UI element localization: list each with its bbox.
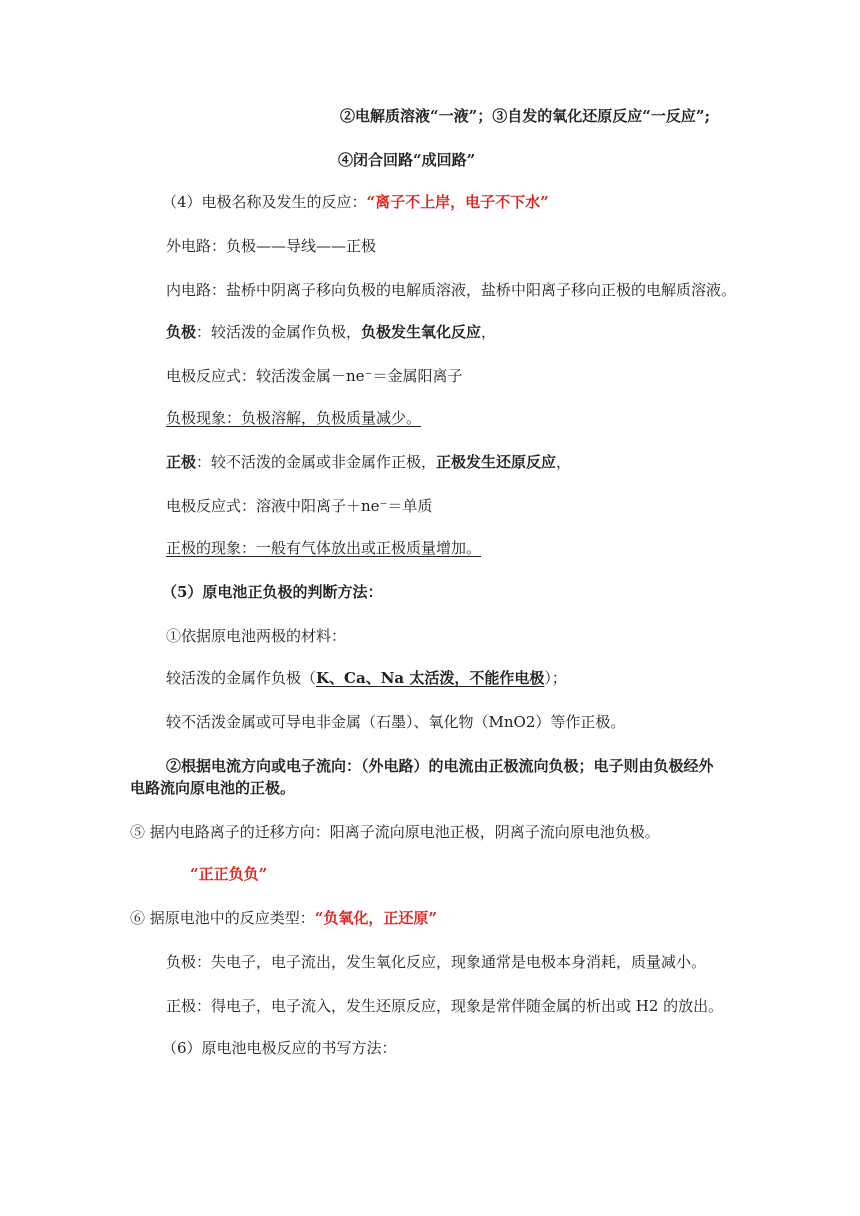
positive-end: ，	[556, 453, 572, 471]
text-line-8: 负极现象：负极溶解，负极质量减少。	[166, 409, 422, 427]
text-line-4: 外电路：负极——导线——正极	[166, 237, 377, 255]
text-line-7: 电极反应式：较活泼金属－ne⁻＝金属阳离子	[166, 367, 463, 385]
section-5-heading: （5）原电池正负极的判断方法：	[162, 583, 383, 601]
reaction-type-text: ⑥ 据原电池中的反应类型：	[130, 909, 315, 927]
text-line-10: 电极反应式：溶液中阳离子＋ne⁻＝单质	[166, 497, 433, 515]
negative-desc: ：较活泼的金属作负极，	[196, 323, 362, 341]
text-line-2: ④闭合回路“成回路”	[338, 151, 476, 169]
text-line-16a: ②根据电流方向或电子流向：（外电路）的电流由正极流向负极；电子则由负极经外	[166, 757, 714, 775]
negative-reaction: 负极发生氧化反应	[361, 323, 482, 341]
text-line-17: ⑤ 据内电路离子的迁移方向：阳离子流向原电池正极，阴离子流向原电池负极。	[130, 823, 660, 841]
positive-label: 正极	[166, 453, 197, 471]
text-line-5: 内电路：盐桥中阴离子移向负极的电解质溶液，盐桥中阳离子移向正极的电解质溶液。	[166, 281, 737, 299]
text-line-11: 正极的现象：一般有气体放出或正极质量增加。	[166, 539, 482, 557]
mnemonic-red: “离子不上岸，电子不下水”	[366, 193, 549, 211]
text-line-14	[166, 668, 567, 688]
text-line-9	[166, 452, 571, 472]
text-line-16b: 电路流向原电池的正极。	[130, 779, 296, 797]
active-metal-text: 较活泼的金属作负极（	[166, 669, 317, 687]
negative-end: ，	[481, 323, 497, 341]
text-line-20: 负极：失电子，电子流出，发生氧化反应，现象通常是电极本身消耗，质量减小。	[166, 953, 707, 971]
negative-label: 负极	[166, 323, 197, 341]
text-line-3	[162, 192, 549, 212]
text-line-19	[130, 908, 437, 928]
positive-desc: ：较不活泼的金属或非金属作正极，	[196, 453, 437, 471]
active-metal-end: ）；	[544, 669, 567, 687]
positive-reaction: 正极发生还原反应	[436, 453, 557, 471]
mnemonic-zhengzheng: “正正负负”	[190, 865, 268, 883]
text-line-6	[166, 322, 496, 342]
section-6-heading: （6）原电池电极反应的书写方法：	[162, 1039, 397, 1057]
text-line-1: ②电解质溶液“一液”；③自发的氧化还原反应“一反应”;	[340, 107, 711, 125]
text-line-13: ①依据原电池两极的材料：	[166, 627, 347, 645]
mnemonic-oxidation: “负氧化，正还原”	[314, 909, 438, 927]
too-active-note: K、Ca、Na 太活泼，不能作电极	[316, 669, 545, 687]
text-line-15: 较不活泼金属或可导电非金属（石墨）、氧化物（MnO2）等作正极。	[166, 713, 626, 731]
text-line-21: 正极：得电子，电子流入，发生还原反应，现象是常伴随金属的析出或 H2 的放出。	[166, 997, 724, 1015]
section-4-heading: （4）电极名称及发生的反应：	[162, 193, 367, 211]
